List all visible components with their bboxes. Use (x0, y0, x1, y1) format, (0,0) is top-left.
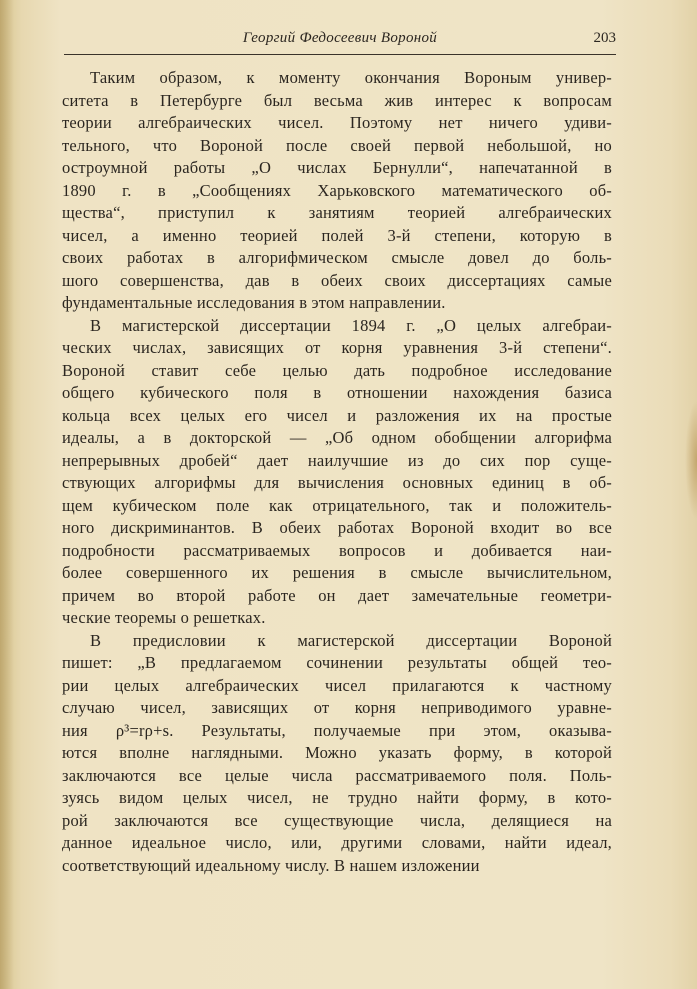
text-line: теории алгебраических чисел. Поэтому нет ничего удиви- (62, 113, 612, 132)
text-line: шого совершенства, дав в обеих своих диссертациях самые (62, 270, 612, 290)
text-line: ного дискриминантов. В обеих работах Вороной входит во все (62, 518, 612, 537)
text-line: более совершенного их решения в смысле вычислительном, (62, 563, 612, 582)
text-line: тельного, что Вороной после своей первой небольшой, но (62, 135, 612, 155)
page-number: 203 (593, 30, 616, 46)
text-line: непрерывных дробей“ дает наилучшие из до сих пор суще- (62, 450, 612, 470)
text-line: остроумной работы „О числах Бернулли“, напечатанной в (62, 158, 612, 177)
paragraph (62, 630, 612, 878)
header-rule (64, 54, 616, 55)
text-line: ситета в Петербурге был весьма жив интерес к вопросам (62, 90, 612, 110)
text-line: зуясь видом целых чисел, не трудно найти форму, в кото- (62, 788, 612, 807)
text-line: идеалы, а в докторской — „Об одном обобщении алгорифма (62, 428, 612, 447)
running-header (64, 30, 616, 56)
text-line: общего кубического поля в отношении нахождения базиса (62, 383, 612, 402)
text-line: щества“, приступил к занятиям теорией алгебраических (62, 203, 612, 222)
text-line: Вороной ставит себе целью дать подробное исследование (62, 360, 612, 380)
body-text (62, 67, 612, 877)
header-title: Георгий Федосеевич Вороной (242, 30, 438, 46)
text-line: В предисловии к магистерской диссертации Вороной (90, 630, 612, 650)
text-line: 1890 г. в „Сообщениях Харьковского математического об- (62, 180, 612, 200)
text-line: ются вполне наглядными. Можно указать форму, в которой (62, 743, 612, 762)
text-line: своих работах в алгорифмическом смысле довел до боль- (62, 248, 612, 267)
text-line: пишет: „В предлагаемом сочинении результаты общей тео- (62, 653, 612, 672)
text-line: ческих числах, зависящих от корня уравнения 3-й степени“. (62, 338, 612, 357)
binding-shadow (0, 0, 14, 989)
text-line: рой заключаются все существующие числа, делящиеся на (62, 810, 612, 830)
text-line: Таким образом, к моменту окончания Вороным универ- (90, 68, 612, 87)
text-line: заключаются все целые числа рассматриваемого поля. Поль- (62, 765, 612, 785)
text-line: кольца всех целых его чисел и разложения их на простые (62, 405, 612, 425)
text-line: ческие теоремы о решетках. (62, 608, 266, 627)
page-stain (685, 400, 697, 520)
text-line: подробности рассматриваемых вопросов и добивается наи- (62, 540, 612, 560)
text-line: рии целых алгебраических чисел прилагаются к частному (62, 675, 612, 695)
text-line: щем кубическом поле как отрицательного, так и положитель- (62, 495, 612, 515)
text-line: фундаментальные исследования в этом направлении. (62, 293, 446, 312)
text-line: ствующих алгорифмы для вычисления основных единиц в об- (62, 473, 612, 492)
text-line: соответствующий идеальному числу. В нашем изложении (62, 855, 480, 875)
text-line: данное идеальное число, или, другими словами, найти идеал, (62, 833, 612, 852)
text-line: причем во второй работе он дает замечательные геометри- (62, 585, 612, 605)
text-line: В магистерской диссертации 1894 г. „О целых алгебраи- (90, 315, 612, 335)
paragraph (62, 315, 612, 630)
text-line: случаю чисел, зависящих от корня неприводимого уравне- (62, 698, 612, 717)
text-line: чисел, а именно теорией полей 3-й степени, которую в (62, 225, 612, 245)
paragraph (62, 67, 612, 315)
text-line: ния ρ³=rρ+s. Результаты, получаемые при этом, оказыва- (62, 720, 612, 740)
